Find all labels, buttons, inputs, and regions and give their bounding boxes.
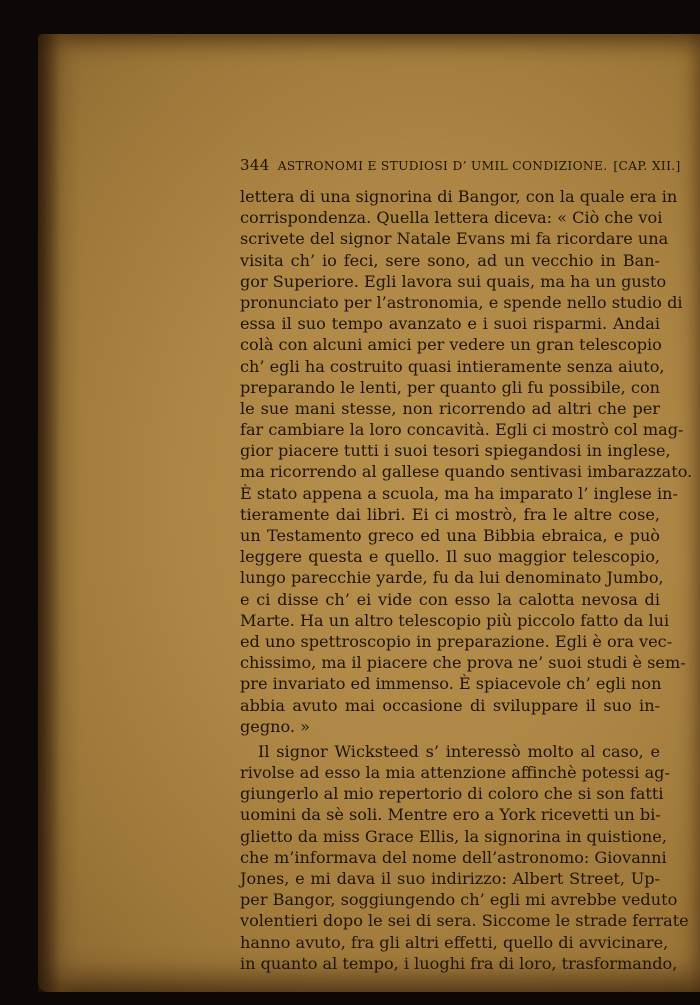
paragraph-letter (240, 186, 693, 737)
text-line: uomini da sè soli. Mentre ero a York ricevetti un bi- (240, 805, 661, 825)
text-line: in quanto al tempo, i luoghi fra di loro, trasformando, (240, 953, 678, 973)
text-line: visita ch’ io feci, sere sono, ad un vecchio in Ban- (240, 250, 660, 270)
text-line: essa il suo tempo avanzato e i suoi risparmi. Andai (240, 314, 660, 334)
text-block (240, 156, 693, 974)
text-line: rivolse ad esso la mia attenzione affinchè potessi ag- (240, 763, 670, 783)
text-line: e ci disse ch’ ei vide con esso la calotta nevosa di (240, 589, 660, 609)
text-line: gor Superiore. Egli lavora sui quais, ma ha un gusto (240, 271, 667, 291)
text-line: leggere questa e quello. Il suo maggior telescopio, (240, 547, 660, 567)
text-line: hanno avuto, fra gli altri effetti, quello di avvicinare, (240, 932, 669, 952)
text-line: È stato appena a scuola, ma ha imparato l’ inglese in- (240, 483, 678, 503)
text-line: tieramente dai libri. Ei ci mostrò, fra le altre cose, (240, 504, 660, 524)
text-line: pronunciato per l’astronomia, e spende nello studio di (240, 292, 683, 312)
text-line: far cambiare la loro concavità. Egli ci mostrò col mag- (240, 420, 684, 440)
text-line: lungo parecchie yarde, fu da lui denominato Jumbo, (240, 568, 664, 588)
page-number: 344 (240, 156, 270, 174)
book-page (38, 34, 700, 992)
text-line: colà con alcuni amici per vedere un gran telescopio (240, 335, 662, 355)
text-line: volentieri dopo le sei di sera. Siccome le strade ferrate (240, 911, 689, 931)
running-head (240, 156, 681, 174)
text-line: lettera di una signorina di Bangor, con la quale era in (240, 187, 678, 206)
text-line: gegno. » (240, 716, 310, 736)
text-line: corrispondenza. Quella lettera diceva: « Ciò che voi (240, 208, 663, 228)
text-line: pre invariato ed immenso. È spiacevole ch’ egli non (240, 674, 662, 694)
page-spine-shadow (38, 34, 82, 992)
text-line: abbia avuto mai occasione di sviluppare il suo in- (240, 695, 660, 715)
text-line: preparando le lenti, per quanto gli fu possibile, con (240, 377, 660, 397)
text-line: Marte. Ha un altro telescopio più piccolo fatto da lui (240, 610, 670, 630)
running-title: ASTRONOMI E STUDIOSI D’ UMIL CONDIZIONE. (277, 159, 608, 173)
chapter-reference: [CAP. XII.] (613, 159, 681, 173)
text-line: glietto da miss Grace Ellis, la signorina in quistione, (240, 826, 667, 846)
text-line: Jones, e mi dava il suo indirizzo: Albert Street, Up- (240, 869, 660, 888)
text-line: giungerlo al mio repertorio di coloro che si son fatti (240, 784, 664, 804)
text-line: Il signor Wicksteed s’ interessò molto al caso, e (258, 741, 660, 761)
text-line: per Bangor, soggiungendo ch’ egli mi avrebbe veduto (240, 890, 678, 910)
text-line: ch’ egli ha costruito quasi intieramente senza aiuto, (240, 356, 665, 376)
text-line: gior piacere tutti i suoi tesori spiegandosi in inglese, (240, 441, 671, 461)
text-line: un Testamento greco ed una Bibbia ebraica, e può (240, 526, 660, 545)
text-line: che m’informava del nome dell’astronomo: Giovanni (240, 847, 667, 867)
paragraph-wicksteed (240, 741, 689, 974)
text-line: ed uno spettroscopio in preparazione. Egli è ora vec- (240, 631, 673, 651)
text-line: chissimo, ma il piacere che prova ne’ suoi studi è sem- (240, 653, 686, 673)
text-line: scrivete del signor Natale Evans mi fa ricordare una (240, 229, 669, 249)
text-line: le sue mani stesse, non ricorrendo ad altri che per (240, 398, 660, 418)
text-line: ma ricorrendo al gallese quando sentivasi imbarazzato. (240, 462, 693, 482)
